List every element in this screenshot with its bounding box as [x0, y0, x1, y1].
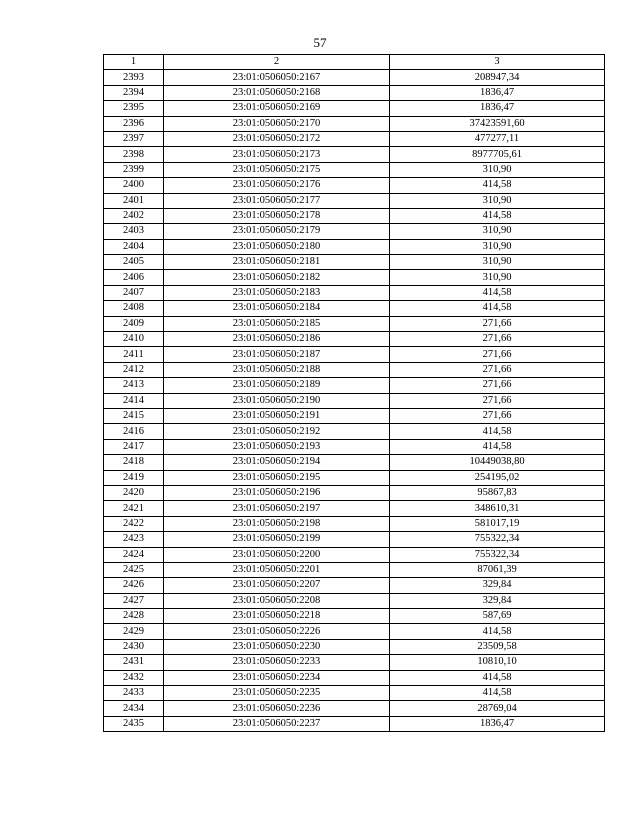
value-cell: 414,58 [390, 670, 605, 685]
value-cell: 271,66 [390, 362, 605, 377]
row-number-cell: 2412 [104, 362, 164, 377]
cadastral-number-cell: 23:01:0506050:2207 [164, 578, 390, 593]
cadastral-number-cell: 23:01:0506050:2233 [164, 655, 390, 670]
cadastral-number-cell: 23:01:0506050:2218 [164, 609, 390, 624]
table-row [104, 270, 605, 285]
row-number-cell: 2396 [104, 116, 164, 131]
value-cell: 581017,19 [390, 516, 605, 531]
table-row [104, 162, 605, 177]
row-number-cell: 2434 [104, 701, 164, 716]
value-cell: 310,90 [390, 239, 605, 254]
cadastral-number-cell: 23:01:0506050:2168 [164, 85, 390, 100]
cadastral-number-cell: 23:01:0506050:2188 [164, 362, 390, 377]
cadastral-number-cell: 23:01:0506050:2197 [164, 501, 390, 516]
cadastral-number-cell: 23:01:0506050:2185 [164, 316, 390, 331]
row-number-cell: 2422 [104, 516, 164, 531]
table-row [104, 609, 605, 624]
cadastral-number-cell: 23:01:0506050:2181 [164, 255, 390, 270]
row-number-cell: 2417 [104, 439, 164, 454]
row-number-cell: 2397 [104, 131, 164, 146]
table-row [104, 562, 605, 577]
table-row [104, 101, 605, 116]
cadastral-number-cell: 23:01:0506050:2237 [164, 716, 390, 731]
cadastral-number-cell: 23:01:0506050:2183 [164, 285, 390, 300]
row-number-cell: 2429 [104, 624, 164, 639]
table-header [104, 55, 605, 70]
value-cell: 208947,34 [390, 70, 605, 85]
cadastral-number-cell: 23:01:0506050:2230 [164, 639, 390, 654]
row-number-cell: 2427 [104, 593, 164, 608]
table-row [104, 655, 605, 670]
table-row [104, 362, 605, 377]
column-header-2: 2 [164, 55, 390, 70]
value-cell: 310,90 [390, 162, 605, 177]
table-row [104, 193, 605, 208]
cadastral-number-cell: 23:01:0506050:2192 [164, 424, 390, 439]
cadastral-number-cell: 23:01:0506050:2190 [164, 393, 390, 408]
cadastral-number-cell: 23:01:0506050:2199 [164, 532, 390, 547]
value-cell: 414,58 [390, 424, 605, 439]
cadastral-number-cell: 23:01:0506050:2175 [164, 162, 390, 177]
row-number-cell: 2401 [104, 193, 164, 208]
value-cell: 10810,10 [390, 655, 605, 670]
value-cell: 87061,39 [390, 562, 605, 577]
table-row [104, 208, 605, 223]
row-number-cell: 2414 [104, 393, 164, 408]
value-cell: 95867,83 [390, 485, 605, 500]
cadastral-number-cell: 23:01:0506050:2208 [164, 593, 390, 608]
row-number-cell: 2432 [104, 670, 164, 685]
table-row [104, 255, 605, 270]
table-row [104, 378, 605, 393]
row-number-cell: 2406 [104, 270, 164, 285]
cadastral-number-cell: 23:01:0506050:2184 [164, 301, 390, 316]
value-cell: 310,90 [390, 224, 605, 239]
value-cell: 414,58 [390, 439, 605, 454]
cadastral-number-cell: 23:01:0506050:2234 [164, 670, 390, 685]
value-cell: 477277,11 [390, 131, 605, 146]
cadastral-number-cell: 23:01:0506050:2169 [164, 101, 390, 116]
row-number-cell: 2428 [104, 609, 164, 624]
cadastral-number-cell: 23:01:0506050:2182 [164, 270, 390, 285]
row-number-cell: 2426 [104, 578, 164, 593]
cadastral-number-cell: 23:01:0506050:2226 [164, 624, 390, 639]
table-row [104, 716, 605, 731]
cadastral-number-cell: 23:01:0506050:2167 [164, 70, 390, 85]
value-cell: 414,58 [390, 178, 605, 193]
value-cell: 414,58 [390, 208, 605, 223]
value-cell: 28769,04 [390, 701, 605, 716]
table-row [104, 393, 605, 408]
value-cell: 310,90 [390, 255, 605, 270]
value-cell: 271,66 [390, 408, 605, 423]
cadastral-number-cell: 23:01:0506050:2236 [164, 701, 390, 716]
row-number-cell: 2413 [104, 378, 164, 393]
table-row [104, 547, 605, 562]
row-number-cell: 2421 [104, 501, 164, 516]
row-number-cell: 2398 [104, 147, 164, 162]
table-row [104, 408, 605, 423]
value-cell: 37423591,60 [390, 116, 605, 131]
row-number-cell: 2393 [104, 70, 164, 85]
table-row [104, 624, 605, 639]
cadastral-number-cell: 23:01:0506050:2194 [164, 455, 390, 470]
row-number-cell: 2420 [104, 485, 164, 500]
table-row [104, 670, 605, 685]
row-number-cell: 2425 [104, 562, 164, 577]
table-row [104, 470, 605, 485]
value-cell: 414,58 [390, 686, 605, 701]
row-number-cell: 2424 [104, 547, 164, 562]
table-row [104, 178, 605, 193]
row-number-cell: 2430 [104, 639, 164, 654]
row-number-cell: 2435 [104, 716, 164, 731]
table-header-row [104, 55, 605, 70]
value-cell: 271,66 [390, 378, 605, 393]
table-row [104, 639, 605, 654]
value-cell: 254195,02 [390, 470, 605, 485]
cadastral-number-cell: 23:01:0506050:2235 [164, 686, 390, 701]
cadastral-number-cell: 23:01:0506050:2177 [164, 193, 390, 208]
value-cell: 8977705,61 [390, 147, 605, 162]
row-number-cell: 2433 [104, 686, 164, 701]
value-cell: 414,58 [390, 285, 605, 300]
row-number-cell: 2405 [104, 255, 164, 270]
table-row [104, 131, 605, 146]
row-number-cell: 2402 [104, 208, 164, 223]
table-row [104, 301, 605, 316]
cadastral-number-cell: 23:01:0506050:2193 [164, 439, 390, 454]
table-row [104, 147, 605, 162]
table-row [104, 532, 605, 547]
value-cell: 414,58 [390, 624, 605, 639]
value-cell: 310,90 [390, 193, 605, 208]
cadastral-value-table [103, 54, 605, 732]
value-cell: 10449038,80 [390, 455, 605, 470]
cadastral-number-cell: 23:01:0506050:2186 [164, 332, 390, 347]
value-cell: 755322,34 [390, 547, 605, 562]
row-number-cell: 2418 [104, 455, 164, 470]
table-row [104, 686, 605, 701]
row-number-cell: 2394 [104, 85, 164, 100]
cadastral-number-cell: 23:01:0506050:2189 [164, 378, 390, 393]
row-number-cell: 2409 [104, 316, 164, 331]
cadastral-number-cell: 23:01:0506050:2172 [164, 131, 390, 146]
cadastral-number-cell: 23:01:0506050:2178 [164, 208, 390, 223]
value-cell: 271,66 [390, 347, 605, 362]
table-row [104, 347, 605, 362]
row-number-cell: 2415 [104, 408, 164, 423]
cadastral-number-cell: 23:01:0506050:2191 [164, 408, 390, 423]
table-row [104, 455, 605, 470]
cadastral-number-cell: 23:01:0506050:2180 [164, 239, 390, 254]
cadastral-number-cell: 23:01:0506050:2198 [164, 516, 390, 531]
cadastral-number-cell: 23:01:0506050:2179 [164, 224, 390, 239]
row-number-cell: 2423 [104, 532, 164, 547]
value-cell: 271,66 [390, 393, 605, 408]
cadastral-number-cell: 23:01:0506050:2196 [164, 485, 390, 500]
row-number-cell: 2431 [104, 655, 164, 670]
column-header-1: 1 [104, 55, 164, 70]
value-cell: 755322,34 [390, 532, 605, 547]
cadastral-number-cell: 23:01:0506050:2201 [164, 562, 390, 577]
column-header-3: 3 [390, 55, 605, 70]
row-number-cell: 2395 [104, 101, 164, 116]
table-row [104, 593, 605, 608]
row-number-cell: 2403 [104, 224, 164, 239]
table-row [104, 224, 605, 239]
value-cell: 310,90 [390, 270, 605, 285]
page-number: 57 [313, 35, 327, 50]
cadastral-number-cell: 23:01:0506050:2200 [164, 547, 390, 562]
value-cell: 587,69 [390, 609, 605, 624]
row-number-cell: 2400 [104, 178, 164, 193]
value-cell: 348610,31 [390, 501, 605, 516]
row-number-cell: 2416 [104, 424, 164, 439]
table-row [104, 332, 605, 347]
value-cell: 1836,47 [390, 85, 605, 100]
value-cell: 1836,47 [390, 716, 605, 731]
value-cell: 414,58 [390, 301, 605, 316]
row-number-cell: 2419 [104, 470, 164, 485]
table-row [104, 439, 605, 454]
table-row [104, 516, 605, 531]
row-number-cell: 2411 [104, 347, 164, 362]
table-row [104, 316, 605, 331]
table-row [104, 70, 605, 85]
cadastral-number-cell: 23:01:0506050:2173 [164, 147, 390, 162]
table-row [104, 578, 605, 593]
table-row [104, 485, 605, 500]
table-row [104, 424, 605, 439]
row-number-cell: 2399 [104, 162, 164, 177]
cadastral-number-cell: 23:01:0506050:2176 [164, 178, 390, 193]
row-number-cell: 2404 [104, 239, 164, 254]
row-number-cell: 2407 [104, 285, 164, 300]
table-row [104, 85, 605, 100]
table-row [104, 239, 605, 254]
value-cell: 329,84 [390, 578, 605, 593]
value-cell: 1836,47 [390, 101, 605, 116]
value-cell: 271,66 [390, 332, 605, 347]
value-cell: 271,66 [390, 316, 605, 331]
cadastral-number-cell: 23:01:0506050:2170 [164, 116, 390, 131]
cadastral-number-cell: 23:01:0506050:2187 [164, 347, 390, 362]
row-number-cell: 2410 [104, 332, 164, 347]
table-row [104, 116, 605, 131]
cadastral-number-cell: 23:01:0506050:2195 [164, 470, 390, 485]
row-number-cell: 2408 [104, 301, 164, 316]
table-row [104, 701, 605, 716]
value-cell: 23509,58 [390, 639, 605, 654]
table-body [104, 70, 605, 732]
value-cell: 329,84 [390, 593, 605, 608]
table-row [104, 285, 605, 300]
table-row [104, 501, 605, 516]
